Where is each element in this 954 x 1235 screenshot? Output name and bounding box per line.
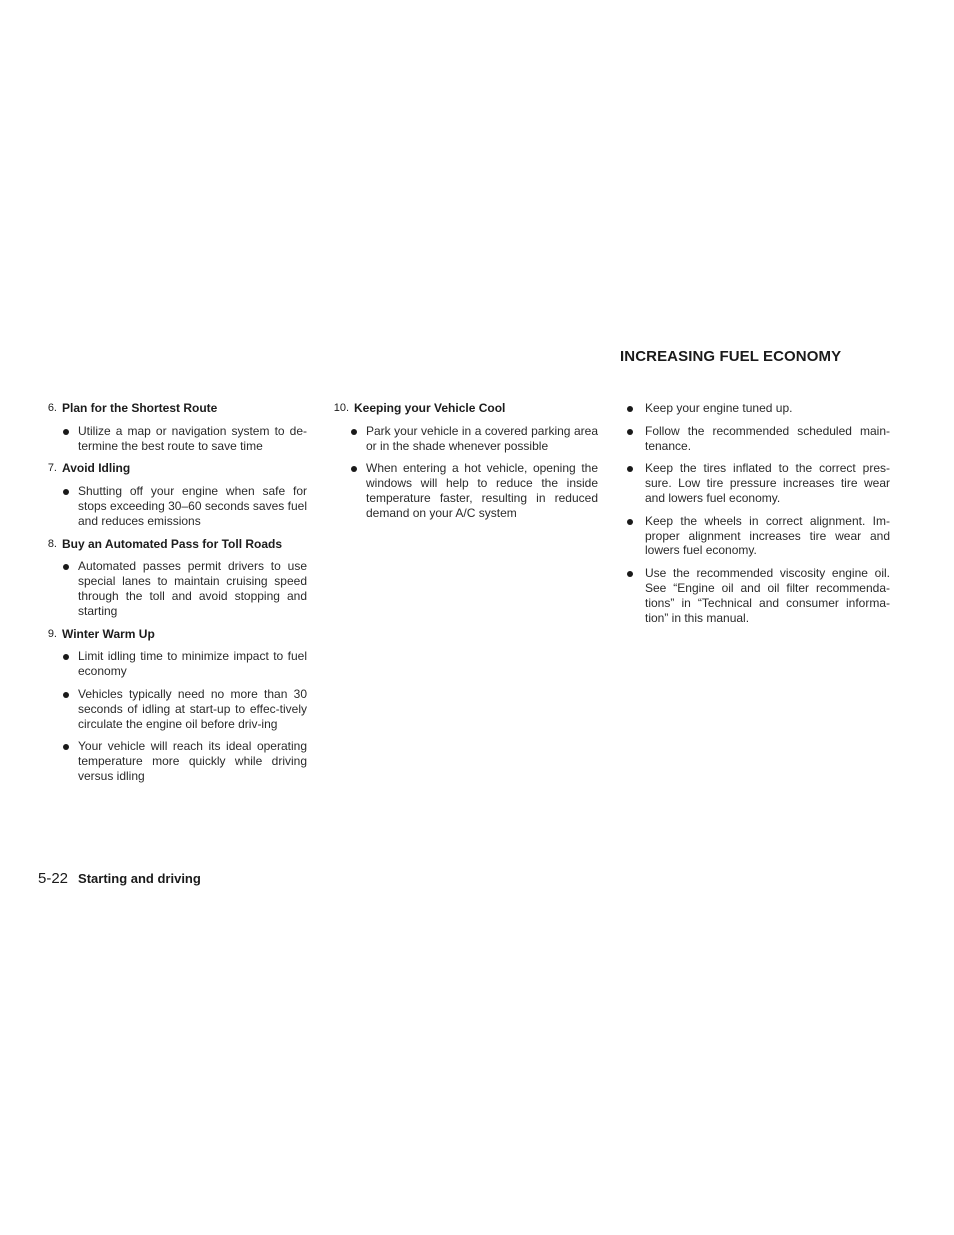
item-number: 7. <box>47 462 57 475</box>
bullet-text: Keep the tires inflated to the correct pres-sure. Low tire pressure increases tire wear and lowers fuel economy. <box>645 461 890 505</box>
bullet-icon <box>63 489 69 495</box>
bullet-list <box>625 401 890 625</box>
bullet-list <box>38 484 307 528</box>
bullet-item <box>38 739 307 783</box>
bullet-item <box>38 687 307 731</box>
item-number: 10. <box>333 402 349 414</box>
list-item <box>38 401 307 453</box>
list-item <box>38 627 307 784</box>
item-heading <box>38 537 307 552</box>
bullet-item <box>625 461 890 505</box>
bullet-item <box>38 424 307 454</box>
item-heading <box>38 401 307 416</box>
bullet-icon <box>627 571 633 577</box>
bullet-text: When entering a hot vehicle, opening the windows will help to reduce the inside temperature faster, resulting in reduced demand on your A/C system <box>366 461 598 520</box>
item-title: Buy an Automated Pass for Toll Roads <box>62 536 283 551</box>
column-2 <box>326 401 598 529</box>
bullet-text: Automated passes permit drivers to use special lanes to maintain cruising speed through the toll and avoid stopping and starting <box>78 559 307 618</box>
bullet-item <box>625 401 890 416</box>
bullet-list <box>38 424 307 454</box>
item-title: Plan for the Shortest Route <box>62 401 218 415</box>
column-1 <box>38 401 307 792</box>
bullet-text: Park your vehicle in a covered parking area or in the shade whenever possible <box>366 423 598 453</box>
column-3 <box>625 401 890 633</box>
bullet-icon <box>63 429 69 435</box>
item-title: Keeping your Vehicle Cool <box>354 401 506 415</box>
item-title: Avoid Idling <box>62 461 131 476</box>
bullet-icon <box>63 654 69 660</box>
bullet-icon <box>627 466 633 472</box>
page-footer <box>38 870 201 887</box>
bullet-item <box>326 424 598 454</box>
bullet-text: Limit idling time to minimize impact to fuel economy <box>78 649 307 679</box>
bullet-text: Utilize a map or navigation system to de-termine the best route to save time <box>78 423 307 453</box>
item-heading <box>38 461 307 476</box>
bullet-text: Keep the wheels in correct alignment. Im-proper alignment increases tire wear and lowers fuel economy. <box>645 513 890 558</box>
page-number: 5-22 <box>38 870 69 887</box>
bullet-list <box>38 559 307 618</box>
bullet-icon <box>627 519 633 525</box>
bullet-item <box>625 424 890 454</box>
item-heading <box>38 627 307 642</box>
item-title: Winter Warm Up <box>62 626 155 641</box>
item-heading <box>326 401 598 416</box>
item-number: 9. <box>47 627 57 640</box>
bullet-icon <box>627 406 633 412</box>
bullet-list <box>326 424 598 521</box>
bullet-text: Keep your engine tuned up. <box>645 401 793 415</box>
bullet-text: Use the recommended viscosity engine oil. See “Engine oil and oil filter recommenda-tions” in “Technical and consumer informa-tion” in this manual. <box>645 566 890 625</box>
bullet-item <box>326 461 598 520</box>
bullet-item <box>38 559 307 618</box>
list-item <box>38 537 307 619</box>
bullet-icon <box>63 692 69 698</box>
section-title: INCREASING FUEL ECONOMY <box>620 348 842 365</box>
bullet-icon <box>351 466 357 472</box>
bullet-list <box>38 649 307 783</box>
list-item <box>326 401 598 521</box>
chapter-title: Starting and driving <box>78 871 201 886</box>
bullet-text: Vehicles typically need no more than 30 seconds of idling at start-up to effec-tively circulate the engine oil before driv-ing <box>78 686 307 731</box>
bullet-icon <box>63 744 69 750</box>
bullet-icon <box>351 429 357 435</box>
bullet-text: Follow the recommended scheduled main-tenance. <box>645 423 890 453</box>
bullet-item <box>625 566 890 625</box>
list-item <box>38 461 307 528</box>
bullet-item <box>625 514 890 558</box>
bullet-item <box>38 649 307 679</box>
bullet-icon <box>63 564 69 570</box>
bullet-text: Shutting off your engine when safe for stops exceeding 30–60 seconds saves fuel and reduces emissions <box>78 484 307 528</box>
bullet-text: Your vehicle will reach its ideal operating temperature more quickly while driving versus idling <box>78 739 307 783</box>
item-number: 8. <box>47 537 57 550</box>
bullet-item <box>38 484 307 528</box>
item-number: 6. <box>47 402 57 414</box>
bullet-icon <box>627 429 633 435</box>
